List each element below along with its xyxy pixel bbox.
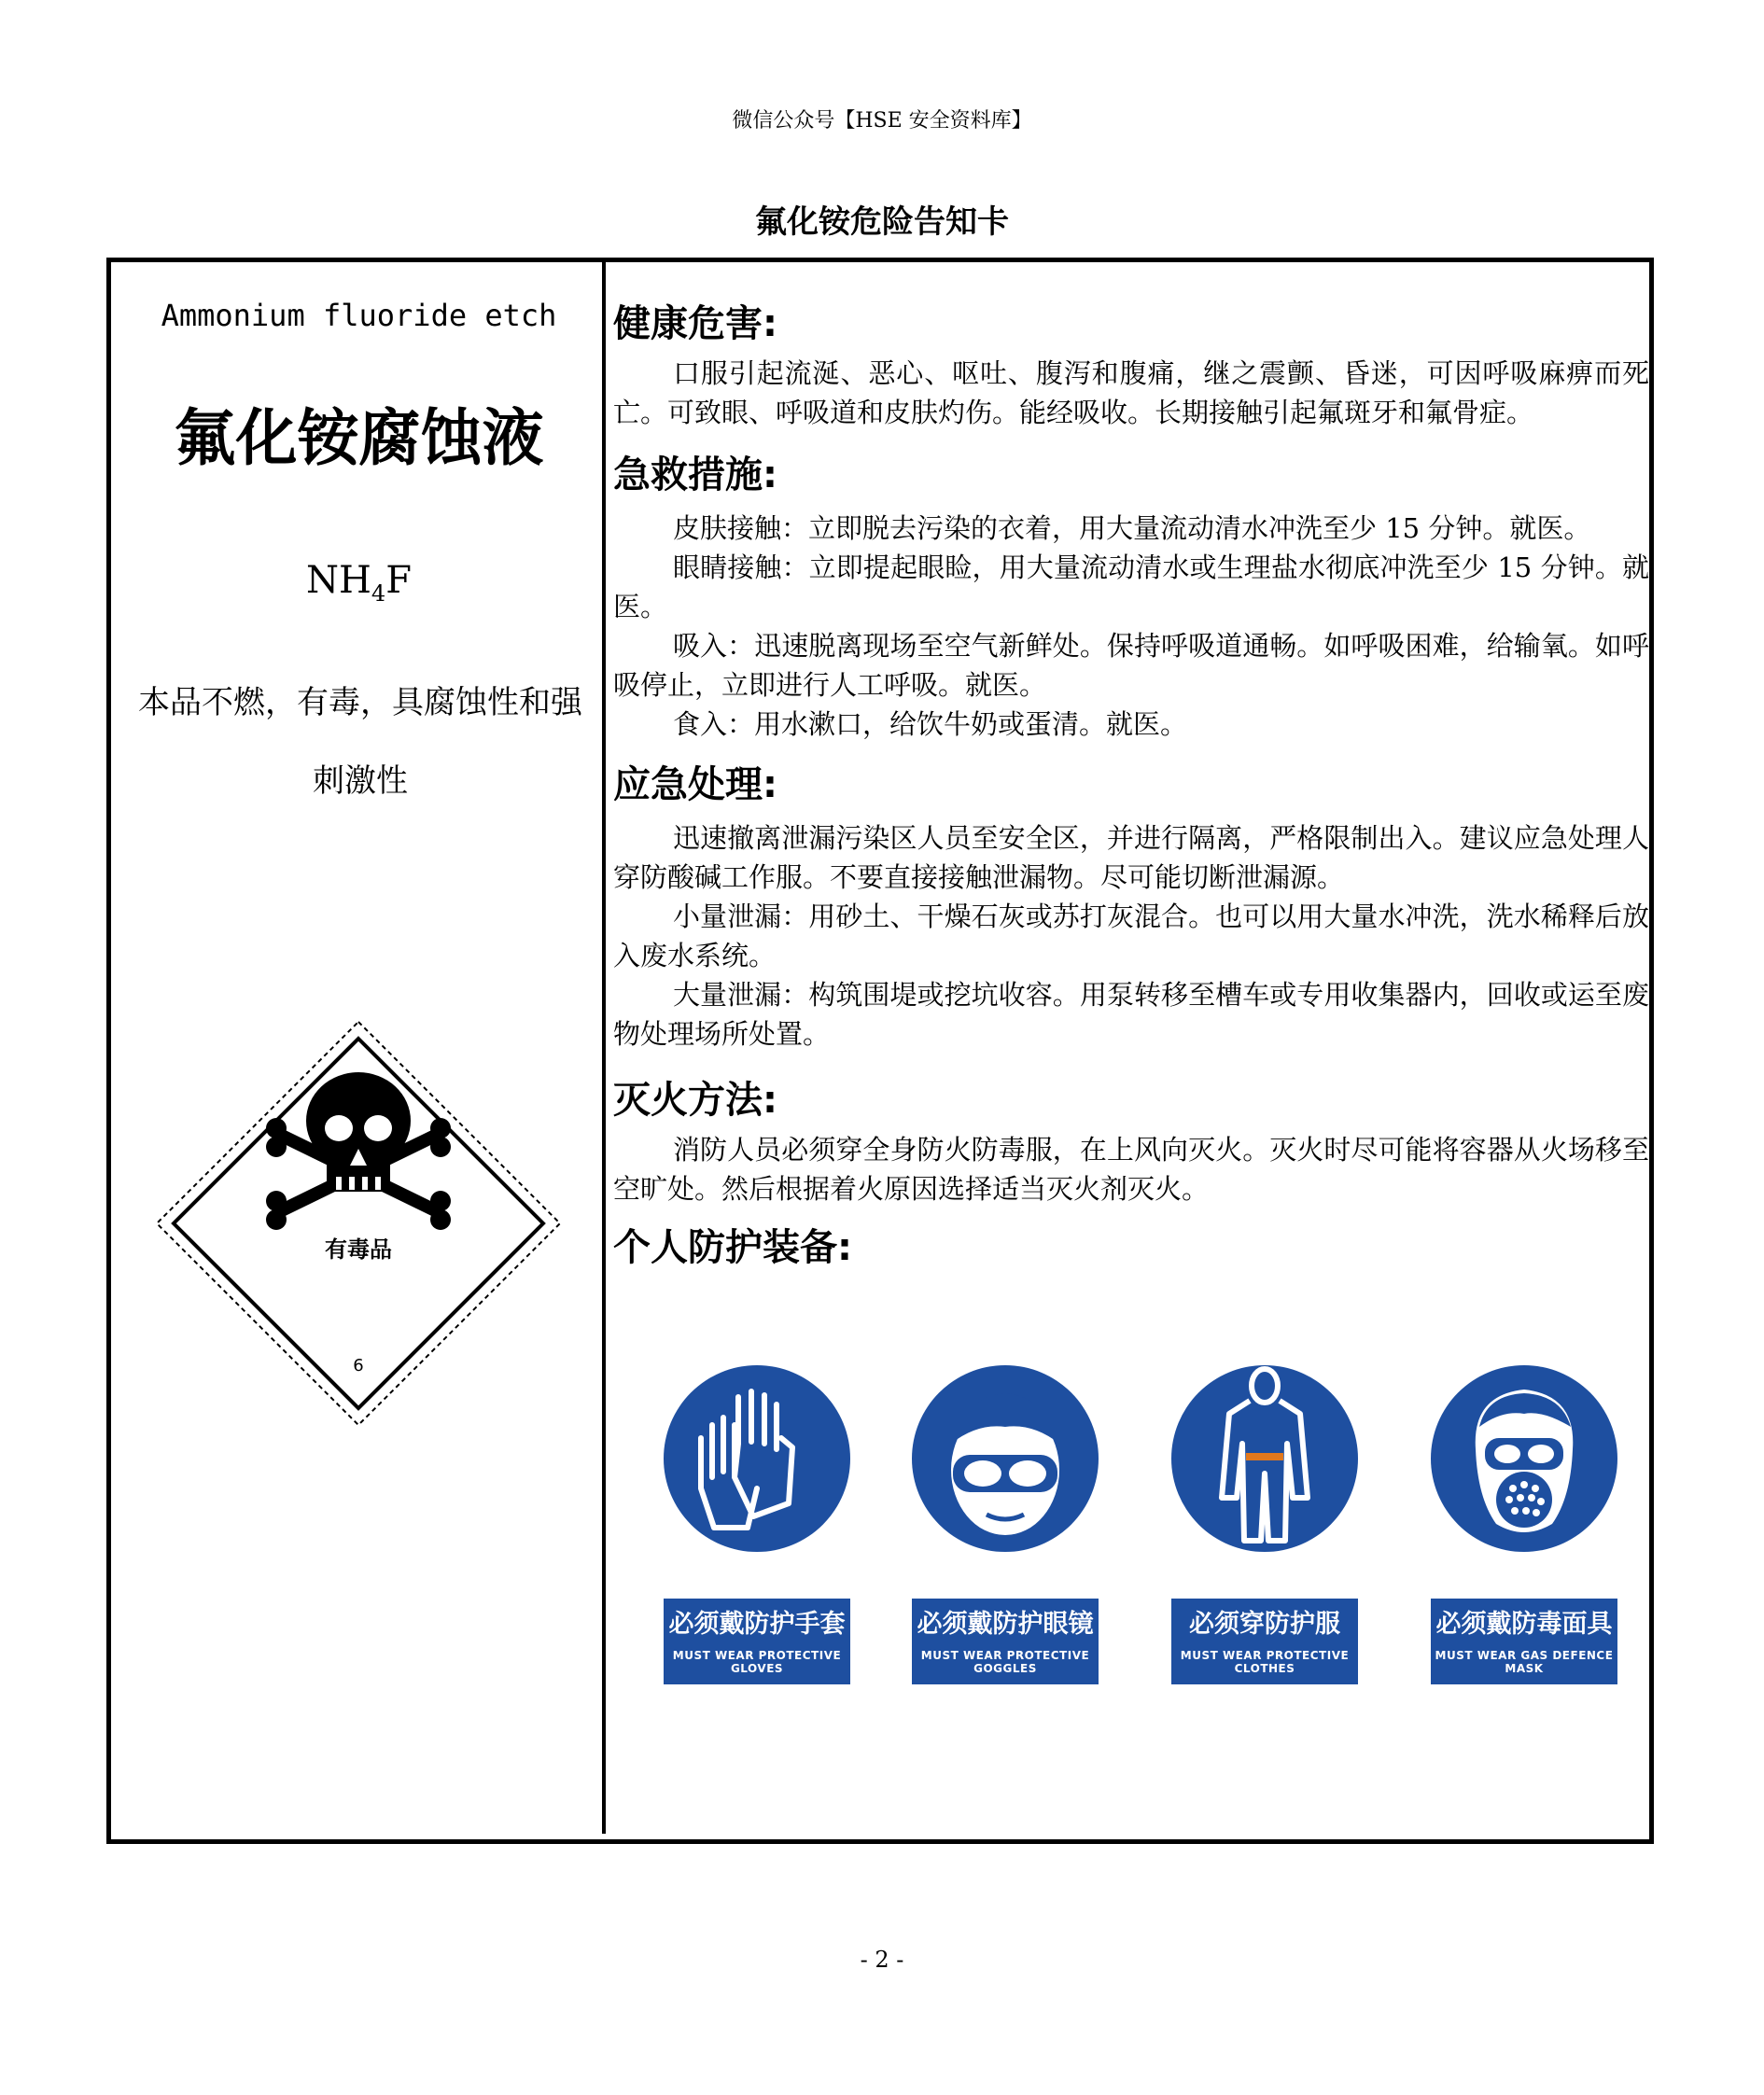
skull-crossbones-icon [266, 1072, 451, 1230]
ppe-label-goggles [912, 1599, 1099, 1684]
health-hazard-text: 口服引起流涎、恶心、呕吐、腹泻和腹痛，继之震颤、昏迷，可因呼吸麻痹而死亡。可致眼、呼吸道和皮肤灼伤。能经吸收。长期接触引起氟斑牙和氟骨症。 [613, 357, 1649, 428]
first-aid-skin: 皮肤接触：立即脱去污染的衣着，用大量流动清水冲洗至少 15 分钟。就医。 [673, 512, 1591, 544]
ppe-en-gas-mask: MUST WEAR GAS DEFENCE MASK [1435, 1649, 1614, 1675]
toxic-hazard-sign [153, 1018, 564, 1429]
formula-tail: F [385, 559, 412, 602]
property-description [127, 663, 594, 820]
toxic-diamond-graphic [153, 1018, 564, 1429]
left-column [116, 262, 602, 1834]
gas-mask-icon [1431, 1358, 1617, 1572]
property-line-1: 本品不燃，有毒，具腐蚀性和强 [138, 684, 582, 721]
formula-subscript: 4 [371, 580, 386, 607]
ppe-cn-gas-mask: 必须戴防毒面具 [1435, 1610, 1613, 1639]
emergency-large-leak: 大量泄漏：构筑围堤或挖坑收容。用泵转移至槽车或专用收集器内，回收或运至废物处理场所处置。 [613, 979, 1649, 1050]
emergency-heading: 应急处理: [613, 763, 777, 806]
hazard-label: 有毒品 [325, 1236, 392, 1263]
ppe-label-gloves [664, 1599, 850, 1684]
first-aid-heading: 急救措施: [613, 454, 777, 496]
goggles-icon [912, 1358, 1099, 1572]
first-aid-ingestion: 食入：用水漱口，给饮牛奶或蛋清。就医。 [673, 708, 1188, 740]
ppe-sign-goggles [912, 1358, 1099, 1675]
chinese-name: 氟化铵腐蚀液 [174, 401, 544, 474]
ppe-cn-clothes: 必须穿防护服 [1189, 1610, 1340, 1639]
header-note: 微信公众号【HSE 安全资料库】 [732, 109, 1032, 133]
hazard-card [106, 258, 1654, 1844]
health-hazard-heading: 健康危害: [613, 302, 777, 345]
property-line-2: 刺激性 [313, 762, 408, 800]
ppe-en-clothes: MUST WEAR PROTECTIVE CLOTHES [1180, 1649, 1350, 1675]
fire-heading: 灭火方法: [613, 1079, 777, 1122]
protective-clothes-icon [1171, 1358, 1358, 1572]
chemical-formula [116, 559, 602, 607]
right-column [613, 262, 1649, 1839]
ppe-cn-goggles: 必须戴防护眼镜 [917, 1610, 1094, 1639]
ppe-label-gas-mask [1431, 1599, 1617, 1684]
ppe-label-clothes [1171, 1599, 1358, 1684]
first-aid-inhalation: 吸入：迅速脱离现场至空气新鲜处。保持呼吸道通畅。如呼吸困难，给输氧。如呼吸停止，立即进行人工呼吸。就医。 [613, 630, 1649, 701]
hazard-class-number: 6 [353, 1356, 364, 1376]
column-divider [602, 262, 606, 1834]
formula-main: NH [306, 559, 371, 602]
first-aid-eyes: 眼睛接触：立即提起眼睑，用大量流动清水或生理盐水彻底冲洗至少 15 分钟。就医。 [613, 552, 1649, 622]
page-title: 氟化铵危险告知卡 [755, 203, 1009, 241]
ppe-en-gloves: MUST WEAR PROTECTIVE GLOVES [672, 1649, 842, 1675]
emergency-small-leak: 小量泄漏：用砂土、干燥石灰或苏打灰混合。也可以用大量水冲洗，洗水稀释后放入废水系统。 [613, 901, 1649, 971]
emergency-general: 迅速撤离泄漏污染区人员至安全区，并进行隔离，严格限制出入。建议应急处理人穿防酸碱工作服。不要直接接触泄漏物。尽可能切断泄漏源。 [613, 822, 1649, 893]
gloves-icon [664, 1358, 850, 1572]
ppe-cn-gloves: 必须戴防护手套 [668, 1610, 846, 1639]
ppe-sign-clothes [1171, 1358, 1358, 1675]
ppe-heading: 个人防护装备: [613, 1226, 852, 1269]
english-name: Ammonium fluoride etch [161, 298, 557, 333]
ppe-sign-gloves [664, 1358, 850, 1675]
ppe-en-goggles: MUST WEAR PROTECTIVE GOGGLES [920, 1649, 1090, 1675]
page-number: - 2 - [860, 1947, 904, 1973]
ppe-sign-row [651, 1358, 1640, 1694]
ppe-sign-gas-mask [1431, 1358, 1617, 1675]
fire-text: 消防人员必须穿全身防火防毒服，在上风向灭火。灭火时尽可能将容器从火场移至空旷处。然后根据着火原因选择适当灭火剂灭火。 [613, 1134, 1649, 1205]
